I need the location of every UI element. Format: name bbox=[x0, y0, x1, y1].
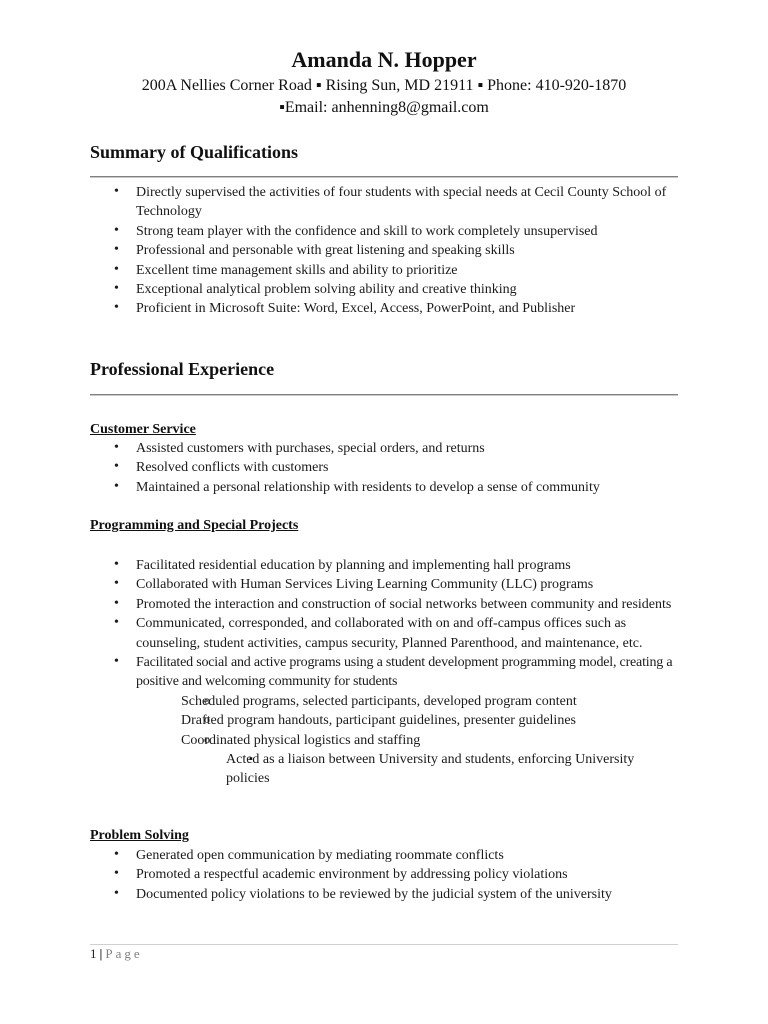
problem-solving-list bbox=[136, 846, 676, 904]
programming-sublist bbox=[136, 692, 676, 789]
list-item: • Proficient in Microsoft Suite: Word, Excel, Access, PowerPoint, and Publisher bbox=[136, 299, 676, 318]
footer-divider bbox=[90, 944, 678, 945]
contact-address-phone: 200A Nellies Corner Road ▪ Rising Sun, MD 21911 ▪ Phone: 410-920-1870 bbox=[141, 77, 627, 94]
list-item: • Resolved conflicts with customers bbox=[136, 458, 676, 477]
summary-heading: Summary of Qualifications bbox=[90, 142, 299, 162]
sub-list-item bbox=[181, 731, 676, 789]
programming-title: Programming and Special Projects bbox=[90, 518, 299, 533]
page-number: 1 bbox=[90, 946, 97, 961]
programming-list bbox=[136, 556, 676, 789]
list-item: • Assisted customers with purchases, special orders, and returns bbox=[136, 439, 676, 458]
applicant-name: Amanda N. Hopper bbox=[291, 47, 477, 72]
page-footer bbox=[90, 946, 143, 962]
sub-list-item: o Drafted program handouts, participant guidelines, presenter guidelines bbox=[181, 711, 676, 730]
page-separator: | bbox=[99, 946, 103, 961]
list-item: • Strong team player with the confidence and skill to work completely unsupervised bbox=[136, 222, 676, 241]
summary-list bbox=[136, 183, 676, 319]
list-item-text: Facilitated social and active programs using a student development programming model, creating a positive and welcoming community for students bbox=[136, 655, 673, 690]
sub-sub-list-item: ▪ Acted as a liaison between University and students, enforcing University policies bbox=[226, 750, 676, 789]
list-item: • Professional and personable with great listening and speaking skills bbox=[136, 241, 676, 260]
contact-email: ▪Email: anhenning8@gmail.com bbox=[279, 99, 489, 116]
list-item: • Exceptional analytical problem solving ability and creative thinking bbox=[136, 280, 676, 299]
experience-divider bbox=[90, 394, 678, 396]
list-item: • Directly supervised the activities of four students with special needs at Cecil County School of Technology bbox=[136, 183, 676, 222]
customer-service-title: Customer Service bbox=[90, 422, 196, 437]
list-item: • Generated open communication by mediating roommate conflicts bbox=[136, 846, 676, 865]
sub-list-item-text: Coordinated physical logistics and staffing bbox=[181, 732, 421, 748]
list-item bbox=[136, 653, 676, 789]
page-label: Page bbox=[105, 946, 143, 961]
list-item: • Promoted a respectful academic environment by addressing policy violations bbox=[136, 865, 676, 884]
problem-solving-title: Problem Solving bbox=[90, 828, 189, 843]
list-item: • Collaborated with Human Services Living Learning Community (LLC) programs bbox=[136, 575, 676, 594]
customer-service-list bbox=[136, 439, 676, 497]
summary-divider bbox=[90, 176, 678, 178]
programming-subsublist bbox=[181, 750, 676, 789]
list-item: • Maintained a personal relationship with residents to develop a sense of community bbox=[136, 478, 676, 497]
sub-list-item: o Scheduled programs, selected participants, developed program content bbox=[181, 692, 676, 711]
list-item: • Promoted the interaction and construction of social networks between community and residents bbox=[136, 595, 676, 614]
list-item: • Excellent time management skills and ability to prioritize bbox=[136, 261, 676, 280]
list-item: • Communicated, corresponded, and collaborated with on and off-campus offices such as counseling, student activities, campus security, Planned Parenthood, and maintenance, etc. bbox=[136, 614, 676, 653]
experience-heading: Professional Experience bbox=[90, 359, 275, 379]
list-item: • Documented policy violations to be reviewed by the judicial system of the university bbox=[136, 885, 676, 904]
list-item: • Facilitated residential education by planning and implementing hall programs bbox=[136, 556, 676, 575]
